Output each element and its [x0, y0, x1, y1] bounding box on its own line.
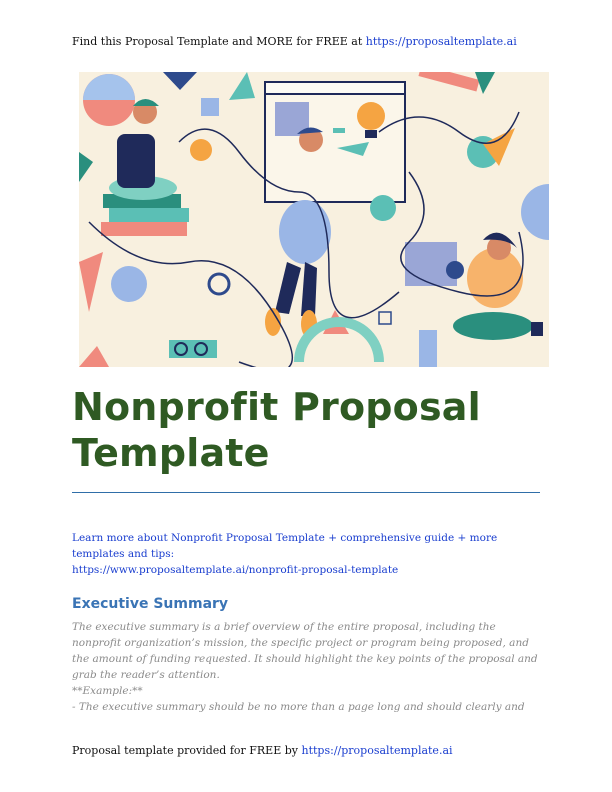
summary-bullet: - The executive summary should be no more than a page long and should clearly and	[72, 701, 525, 713]
example-label: **Example:**	[72, 685, 143, 697]
person-left	[117, 134, 155, 188]
page-header	[72, 35, 517, 48]
section-body	[72, 619, 542, 715]
section-heading: Executive Summary	[72, 596, 229, 612]
page-title: Nonprofit Proposal Template	[72, 385, 481, 475]
header-text: Find this Proposal Template and MORE for FREE at	[72, 35, 366, 48]
person-center	[279, 200, 331, 264]
learn-more	[72, 530, 542, 578]
books	[101, 222, 187, 236]
lightbulb	[357, 102, 385, 130]
page-footer	[72, 744, 453, 757]
learn-more-text: Learn more about Nonprofit Proposal Template + comprehensive guide + more templates and tips:	[72, 532, 498, 560]
learn-more-link[interactable]: https://www.proposaltemplate.ai/nonprofit-proposal-template	[72, 564, 399, 576]
hero-illustration	[79, 72, 549, 367]
title-divider	[72, 492, 540, 493]
screen-panel	[265, 82, 405, 202]
illustration-svg	[79, 72, 549, 367]
footer-link[interactable]: https://proposaltemplate.ai	[301, 744, 453, 757]
footer-text: Proposal template provided for FREE by	[72, 744, 302, 757]
header-link[interactable]: https://proposaltemplate.ai	[365, 35, 517, 48]
summary-paragraph: The executive summary is a brief overview of the entire proposal, including the nonprofit organization’s mission, the specific project or program being proposed, and the amount of funding requested. It should highlight the key points of the proposal and grab the reader’s attention.	[72, 621, 538, 681]
